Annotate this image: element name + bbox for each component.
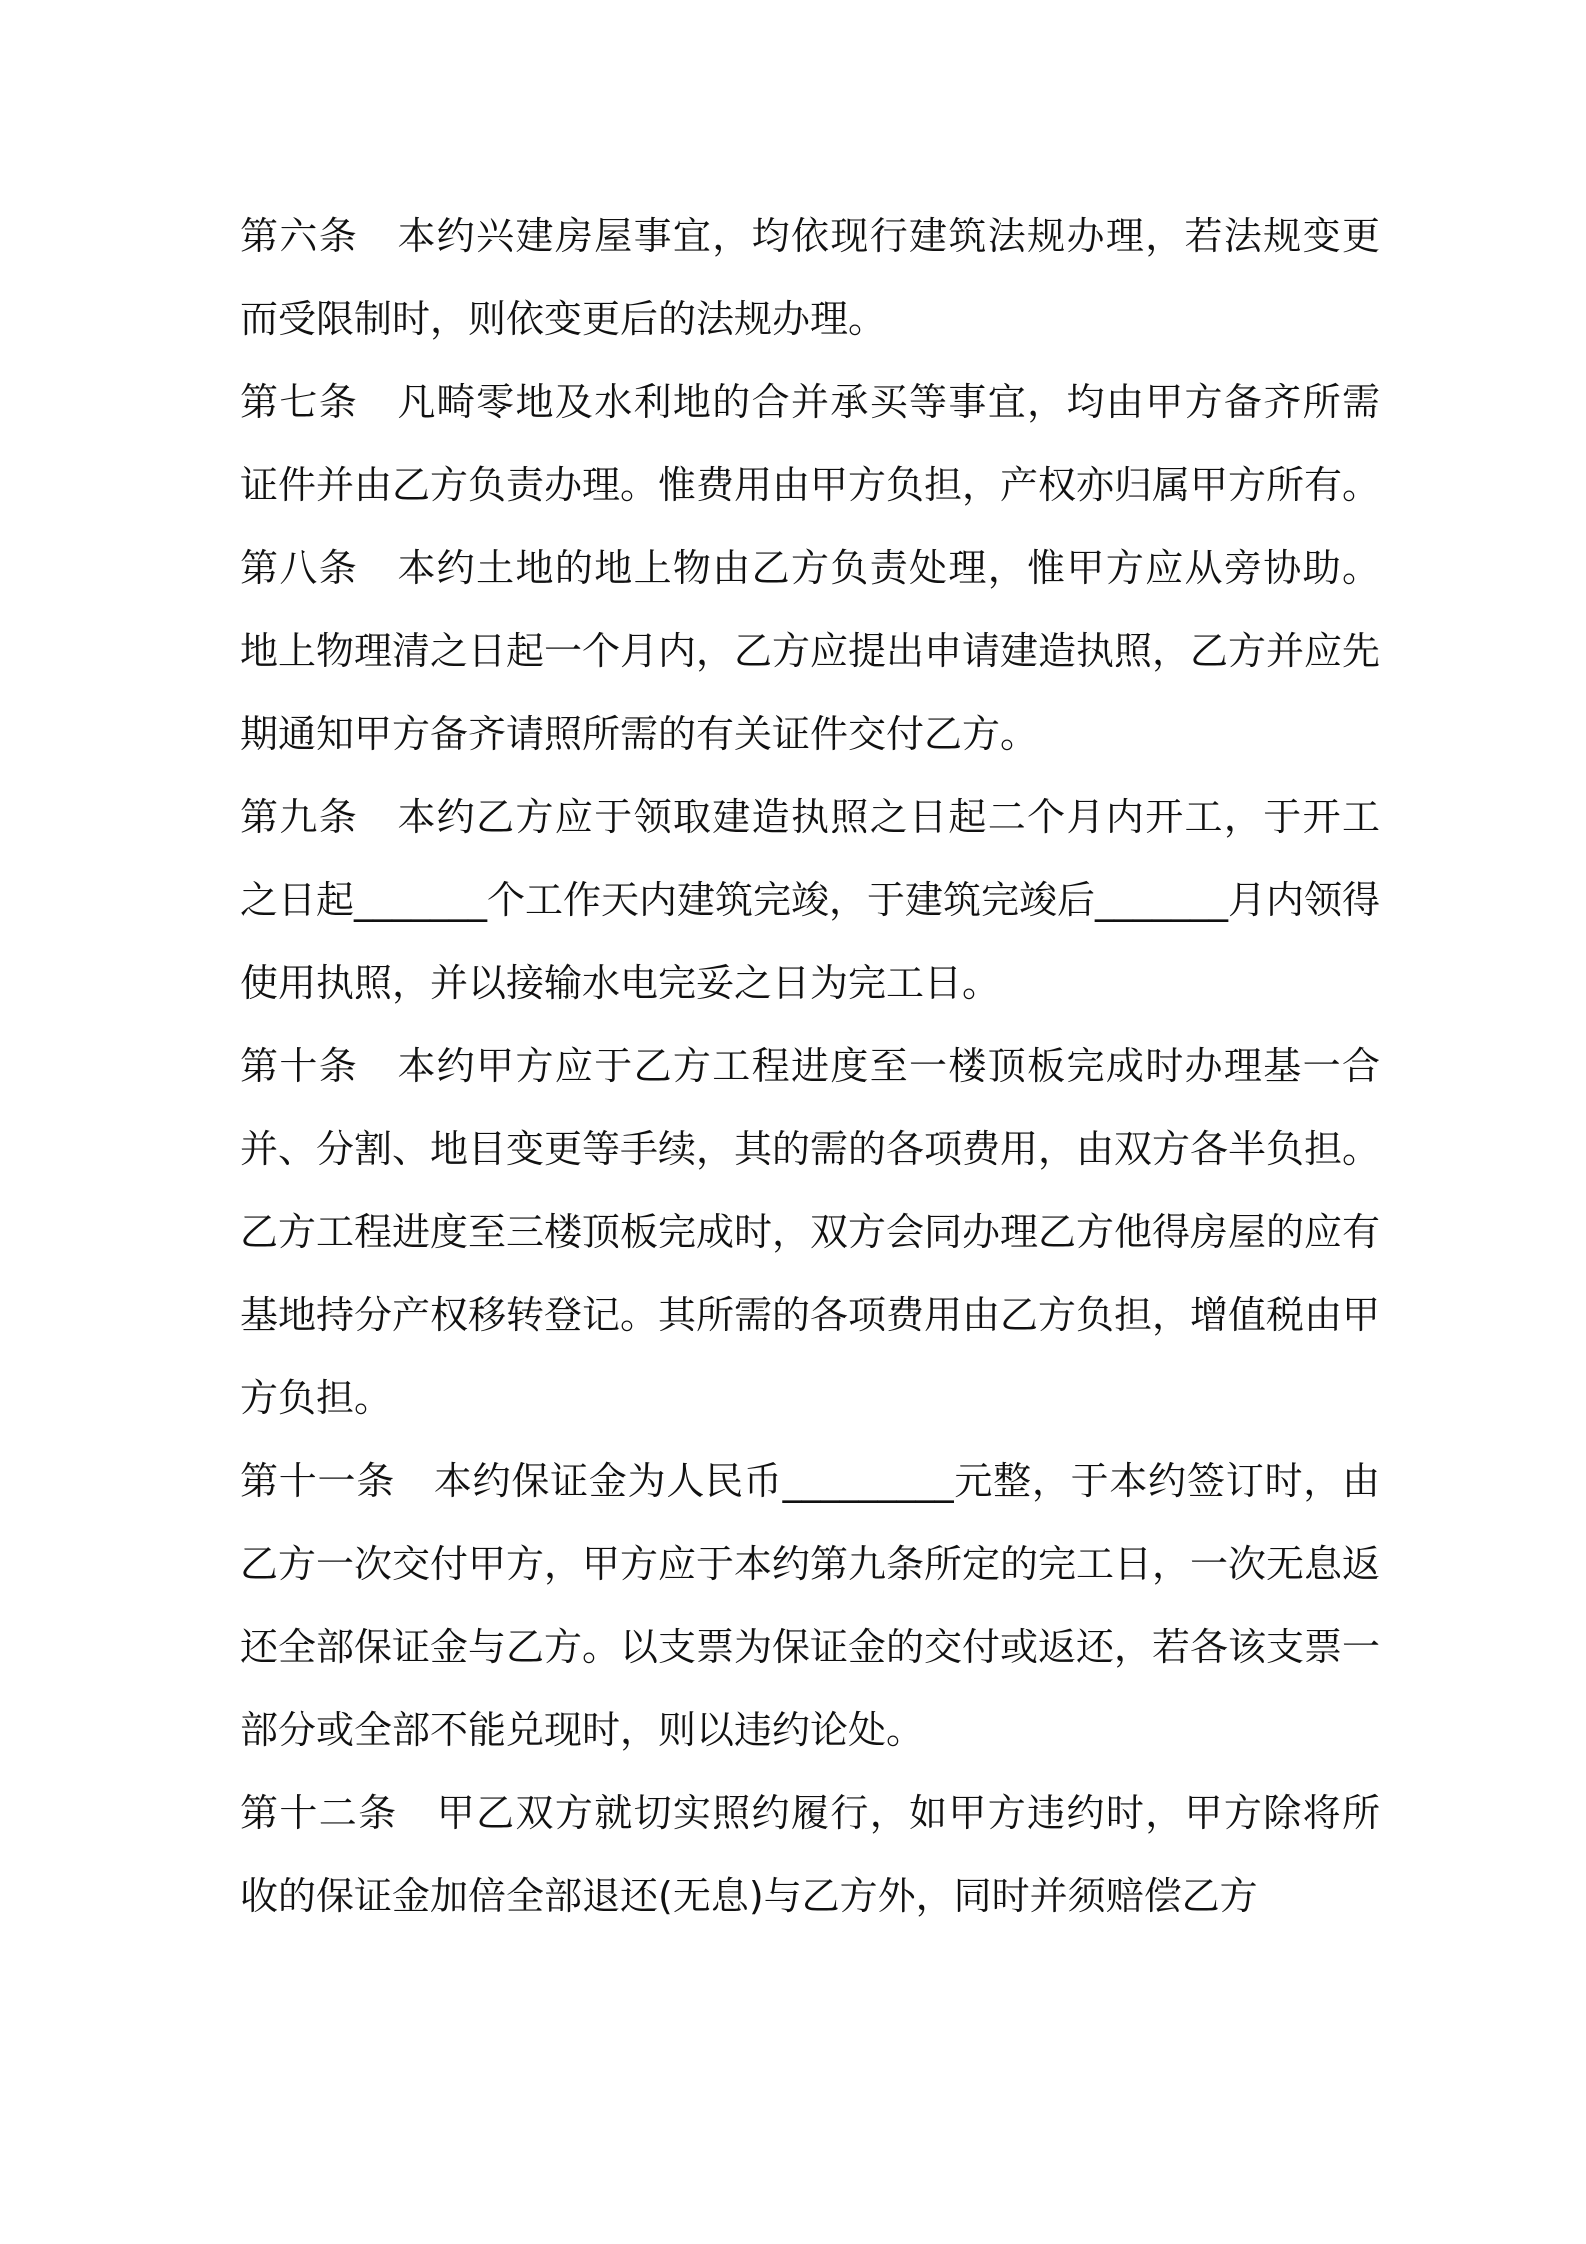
- article-text: 本约兴建房屋事宜，均依现行建筑法规办理，若法规变更而受限制时，则依变更后的法规办理。: [240, 214, 1380, 341]
- article-text: 本约保证金为人民币_________元整，于本约签订时，由乙方一次交付甲方，甲方应于本约第九条所定的完工日，一次无息返还全部保证金与乙方。以支票为保证金的交付或返还，若各该支票一部分或全部不能兑现时，则以违约论处。: [240, 1459, 1381, 1752]
- article-label: 第十条: [240, 1044, 359, 1088]
- article-9: [240, 776, 1380, 1025]
- document-page: [240, 195, 1380, 1938]
- article-6: [240, 195, 1380, 361]
- article-label: 第七条: [240, 380, 359, 424]
- article-label: 第六条: [240, 214, 359, 258]
- article-text: 本约土地的地上物由乙方负责处理，惟甲方应从旁协助。地上物理清之日起一个月内，乙方应提出申请建造执照，乙方并应先期通知甲方备齐请照所需的有关证件交付乙方。: [240, 546, 1381, 756]
- article-label: 第八条: [240, 546, 359, 590]
- article-7: [240, 361, 1380, 527]
- article-label: 第十二条: [240, 1791, 398, 1835]
- article-11: [240, 1440, 1380, 1772]
- article-text: 本约甲方应于乙方工程进度至一楼顶板完成时办理基一合并、分割、地目变更等手续，其的需的各项费用，由双方各半负担。乙方工程进度至三楼顶板完成时，双方会同办理乙方他得房屋的应有基地持分产权移转登记。其所需的各项费用由乙方负担，增值税由甲方负担。: [240, 1044, 1381, 1420]
- article-8: [240, 527, 1380, 776]
- article-label: 第十一条: [240, 1459, 396, 1503]
- article-label: 第九条: [240, 795, 359, 839]
- article-text: 甲乙双方就切实照约履行，如甲方违约时，甲方除将所收的保证金加倍全部退还(无息)与乙方外，同时并须赔偿乙方: [240, 1791, 1380, 1918]
- article-12: [240, 1772, 1380, 1938]
- article-text: 本约乙方应于领取建造执照之日起二个月内开工，于开工之日起_______个工作天内建筑完竣，于建筑完竣后_______月内领得使用执照，并以接输水电完妥之日为完工日。: [240, 795, 1381, 1005]
- article-10: [240, 1025, 1380, 1440]
- article-text: 凡畸零地及水利地的合并承买等事宜，均由甲方备齐所需证件并由乙方负责办理。惟费用由甲方负担，产权亦归属甲方所有。: [240, 380, 1381, 507]
